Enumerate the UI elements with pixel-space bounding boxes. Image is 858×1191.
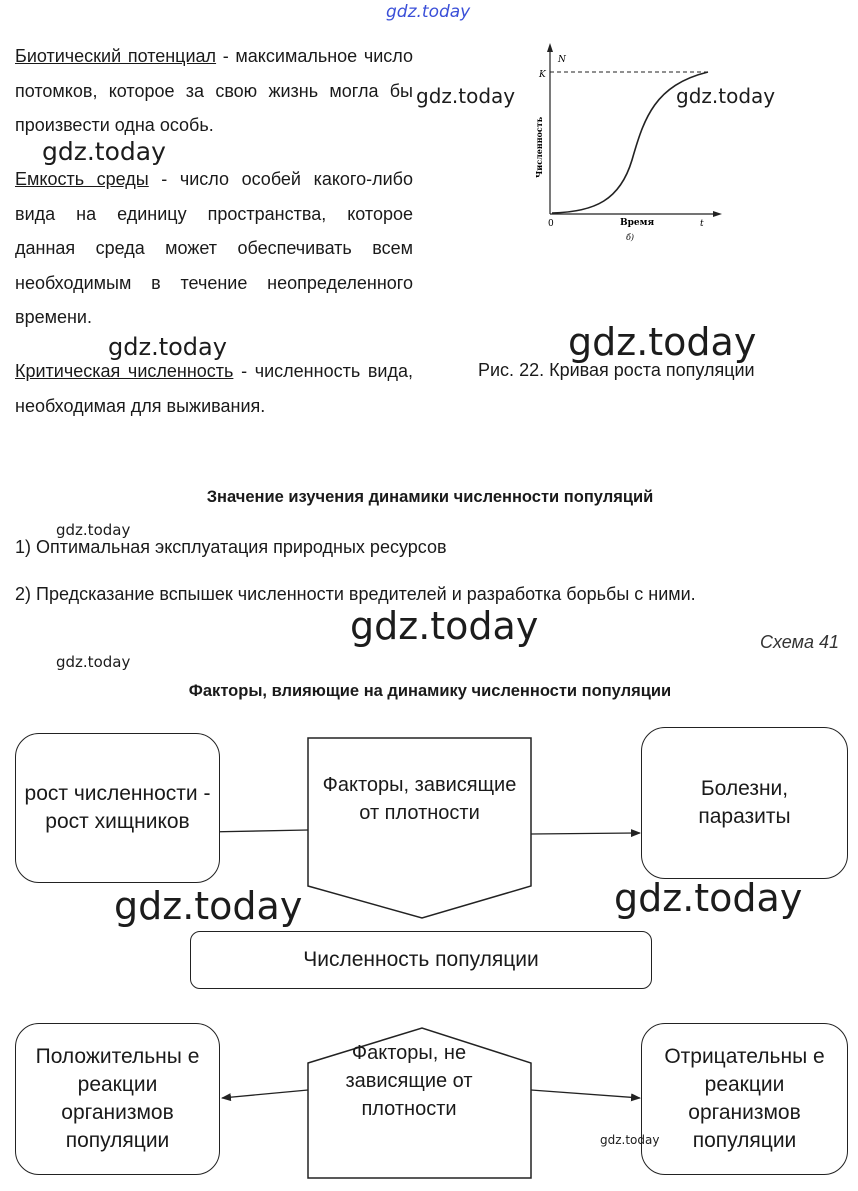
watermark: gdz.today — [350, 604, 539, 648]
watermark: gdz.today — [56, 653, 131, 671]
arrow-to-diseases — [531, 833, 640, 834]
x-axis-label: Время — [620, 218, 655, 228]
watermark: gdz.today — [416, 84, 516, 108]
y-axis-top-label: N — [558, 55, 566, 65]
term-biotic-potential: Биотический потенциал — [15, 46, 217, 66]
watermark: gdz.today — [56, 521, 131, 539]
positive-reactions-label: Положительны е реакции организмов популяции — [35, 1045, 200, 1152]
watermark: gdz.today — [568, 320, 757, 364]
watermark-top: gdz.today — [386, 2, 471, 22]
negative-reactions-box — [641, 1023, 848, 1175]
population-label: Численность популяции — [303, 948, 539, 971]
positive-reactions-box — [15, 1023, 220, 1175]
scheme-label: Схема 41 — [760, 632, 839, 652]
term-critical-number: Критическая численность — [15, 361, 234, 381]
predators-label: рост численности - рост хищников — [24, 782, 211, 833]
independent-factors-label: Факторы, не зависящие от плотности — [345, 1042, 473, 1120]
list-item: 1) Оптимальная эксплуатация природных ресурсов — [15, 537, 447, 557]
watermark: gdz.today — [676, 84, 776, 108]
figure-caption: Рис. 22. Кривая роста популяции — [478, 360, 755, 380]
dependent-factors-shape — [308, 738, 531, 918]
term-carrying-capacity: Емкость среды — [15, 169, 149, 189]
arrow-to-negative — [531, 1090, 640, 1098]
definition-text: - число особей какого-либо вида на единицу пространства, которое данная среда может обеспечивать всем необходимым в течение неопределенного времени. — [15, 169, 413, 327]
negative-reactions-label: Отрицательны е реакции организмов популяции — [664, 1045, 825, 1152]
k-label: K — [539, 70, 546, 80]
origin-label: 0 — [548, 219, 554, 229]
population-box — [190, 931, 652, 989]
x-axis-end-label: t — [700, 219, 704, 229]
diseases-box — [641, 727, 848, 879]
watermark: gdz.today — [42, 137, 166, 166]
y-axis-label: Численность — [534, 116, 544, 178]
definition-text: - численность вида, необходимая для выживания. — [15, 361, 413, 416]
panel-label: б) — [626, 233, 635, 242]
watermark: gdz.today — [108, 333, 227, 361]
list-item: 2) Предсказание вспышек численности вредителей и разработка борьбы с ними. — [15, 584, 696, 604]
arrow-to-predators — [206, 830, 308, 832]
definition-text: - максимальное число потомков, которое за свою жизнь могла бы произвести одна особь. — [15, 46, 413, 135]
arrow-to-positive — [222, 1090, 308, 1098]
predators-box — [15, 733, 220, 883]
scheme-title: Факторы, влияющие на динамику численности популяции — [188, 682, 672, 700]
diseases-label: Болезни, паразиты — [698, 777, 791, 828]
section-title: Значение изучения динамики численности популяций — [206, 488, 654, 506]
watermark: gdz.today — [114, 884, 303, 928]
watermark: gdz.today — [614, 876, 803, 920]
dependent-factors-label: Факторы, зависящие от плотности — [322, 774, 517, 824]
watermark: gdz.today — [600, 1133, 660, 1147]
